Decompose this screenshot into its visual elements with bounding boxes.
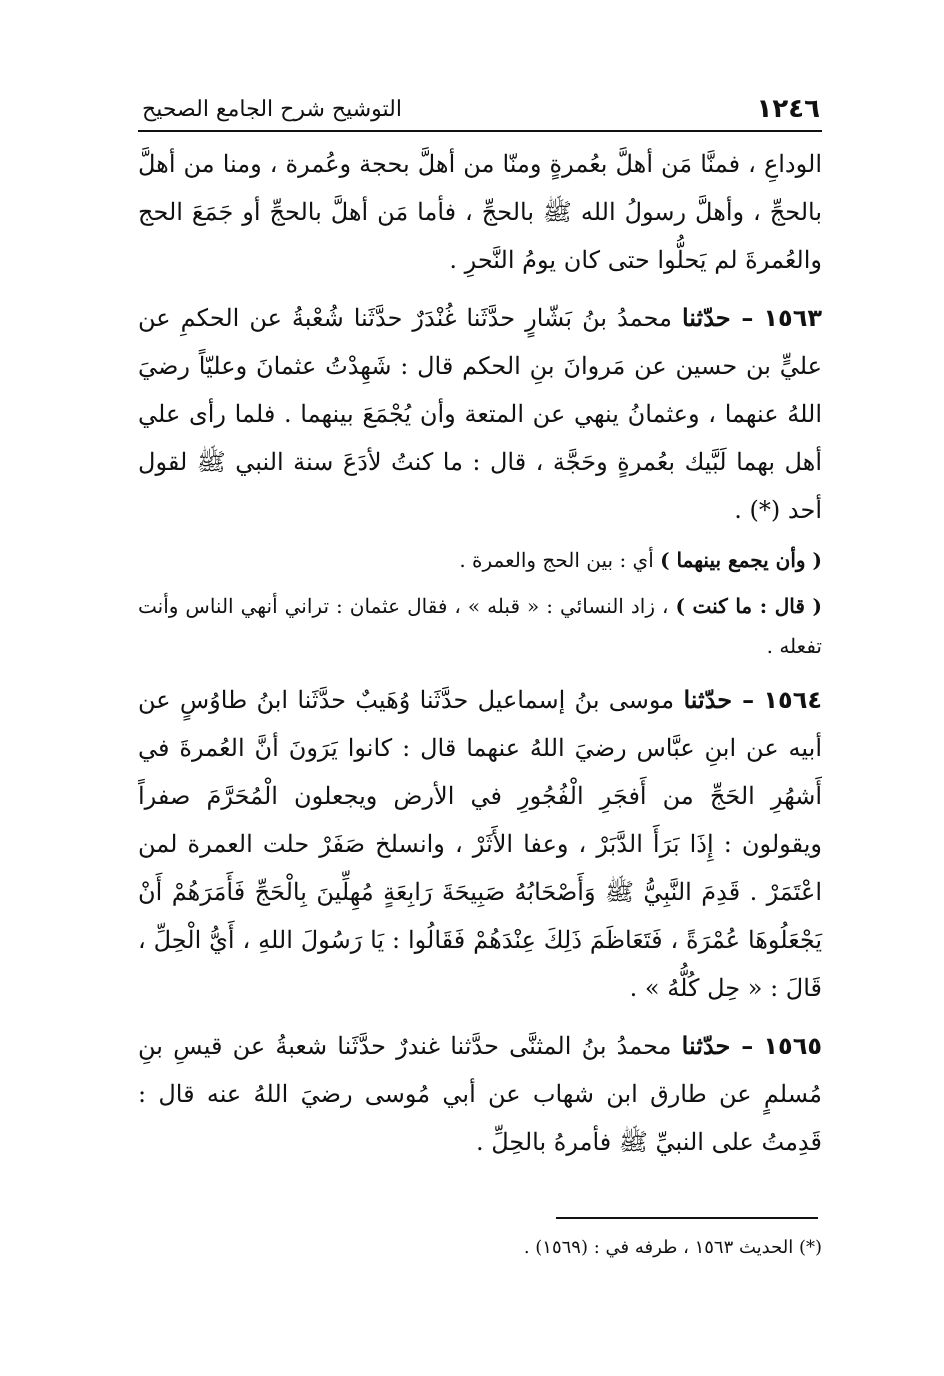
hadith-number: ١٥٦٥ [763,1032,822,1060]
commentary-key: ( وأن يجمع بينهما ) [660,548,822,572]
hadith-1564 [138,676,822,1012]
hadith-text: محمدُ بنُ المثنَّى حدَّثنا غندرٌ حدَّثَنا شعبةُ عن قيسِ بنِ مُسلمٍ عن طارق ابن شهاب عن أبي مُوسى رضيَ اللهُ عنه قال : قَدِمتُ على النبيِّ ﷺ فأمرهُ بالحِلِّ . [138,1032,822,1156]
hadith-text: موسى بنُ إسماعيل حدَّثَنا وُهَيبٌ حدَّثَنا ابنُ طاوُسٍ عن أبيه عن ابنِ عبَّاس رضيَ اللهُ عنهما قال : كانوا يَرَونَ أنَّ العُمرةَ في أَشهُرِ الحَجِّ من أَفجَرِ الْفُجُورِ في الأرض ويجعلون الْمُحَرَّمَ صفراً ويقولون : إِذَا بَرَأَ الدَّبَرْ ، وعفا الأَثَرْ ، وانسلخ صَفَرْ حلت العمرة لمن اعْتَمَرْ . قَدِمَ النَّبِيُّ ﷺ وَأَصْحَابُهُ صَبِيحَةَ رَابِعَةٍ مُهِلِّينَ بِالْحَجِّ فَأَمَرَهُمْ أَنْ يَجْعَلُوهَا عُمْرَةً ، فَتَعَاظَمَ ذَلِكَ عِنْدَهُمْ فَقَالُوا : يَا رَسُولَ اللهِ ، أَيُّ الْحِلِّ ، قَالَ : « حِل كُلُّهُ » . [138,686,822,1002]
page-header [138,86,822,132]
page-number: ١٢٤٦ [756,94,820,124]
footnote-divider [556,1217,818,1219]
hadith-number: ١٥٦٣ [763,304,822,332]
running-title: التوشيح شرح الجامع الصحيح [142,97,402,122]
hadith-text: محمدُ بنُ بَشّارٍ حدَّثَنا غُنْدَرٌ حدَّثَنا شُعْبةُ عن الحكمِ عن عليٍّ بن حسين عن مَروانَ بنِ الحكم قال : شَهِدْتُ عثمانَ وعليّاً رضيَ اللهُ عنهما ، وعثمانُ ينهي عن المتعة وأن يُجْمَعَ بينهما . فلما رأى علي أهل بهما لَبَّيك بعُمرةٍ وحَجَّة ، قال : ما كنتُ لأدَعَ سنة النبي ﷺ لقول أحد (*) . [138,304,822,524]
hadith-lead: – حدّثنا [681,303,754,332]
continuation-paragraph: الوداعِ ، فمنَّا مَن أهلَّ بعُمرةٍ ومنّا من أهلَّ بحجة وعُمرة ، ومنا من أهلَّ بالحجِّ ، وأهلَّ رسولُ الله ﷺ بالحجِّ ، فأما مَن أهلَّ بالحجِّ أو جَمَعَ الحج والعُمرةَ لم يَحلُّوا حتى كان يومُ النَّحرِ . [138,150,822,274]
hadith-1565 [138,1022,822,1166]
hadith-number: ١٥٦٤ [763,686,822,714]
commentary-text: أي : بين الحج والعمرة . [459,548,654,572]
hadith-1563 [138,294,822,534]
commentary-note [138,586,822,666]
footnote: (*) الحديث ١٥٦٣ ، طرفه في : (١٥٦٩) . [523,1237,822,1258]
hadith-lead: – حدّثنا [681,1031,754,1060]
commentary-note [138,540,822,580]
commentary-text: ، زاد النسائي : « قبله » ، فقال عثمان : تراني أنهي الناس وأنت تفعله . [138,594,822,658]
hadith-lead: – حدّثنا [683,685,755,714]
commentary-key: ( قال : ما كنت ) [675,594,823,618]
main-text [138,140,822,1166]
